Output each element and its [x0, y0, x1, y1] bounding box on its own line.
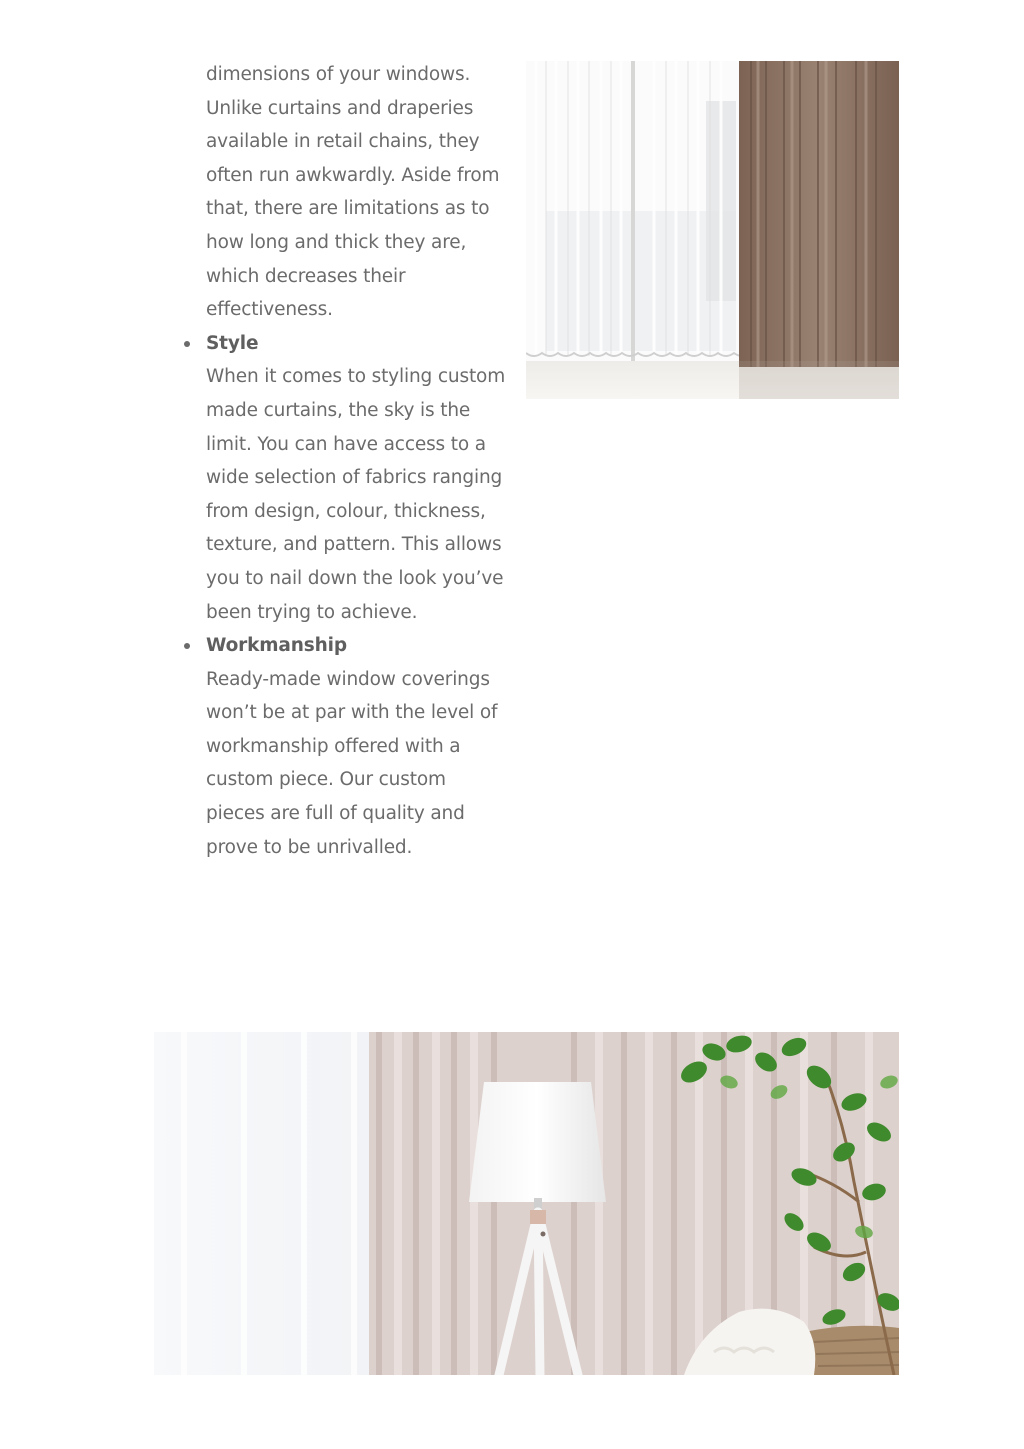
lamp-curtain-illustration — [154, 1032, 899, 1375]
benefits-list — [206, 327, 506, 865]
lamp-curtain-photo — [154, 1032, 899, 1375]
list-item-title: Style — [206, 332, 259, 354]
list-item-style — [206, 327, 506, 629]
list-item-body: Ready-made window coverings won’t be at par with the level of workmanship offered with a custom piece. Our custom pieces are full of quality and prove to be unrivalled. — [206, 668, 498, 858]
list-item-body: When it comes to styling custom made curtains, the sky is the limit. You can have access to a wide selection of fabrics ranging from design, colour, thickness, texture, and pattern. This allows you to nail down the look you’ve been trying to achieve. — [206, 366, 506, 623]
intro-paragraph: dimensions of your windows. Unlike curtains and draperies available in retail chains, they often run awkwardly. Aside from that, there are limitations as to how long and thick they are, which decreases their effectiveness. — [206, 64, 500, 321]
list-item-title: Workmanship — [206, 635, 347, 657]
bullet-icon — [184, 643, 190, 649]
curtain-window-photo — [526, 61, 899, 399]
bullet-icon — [184, 341, 190, 347]
article-text-column — [206, 58, 506, 864]
curtain-window-illustration — [526, 61, 899, 399]
list-item-workmanship — [206, 629, 506, 864]
